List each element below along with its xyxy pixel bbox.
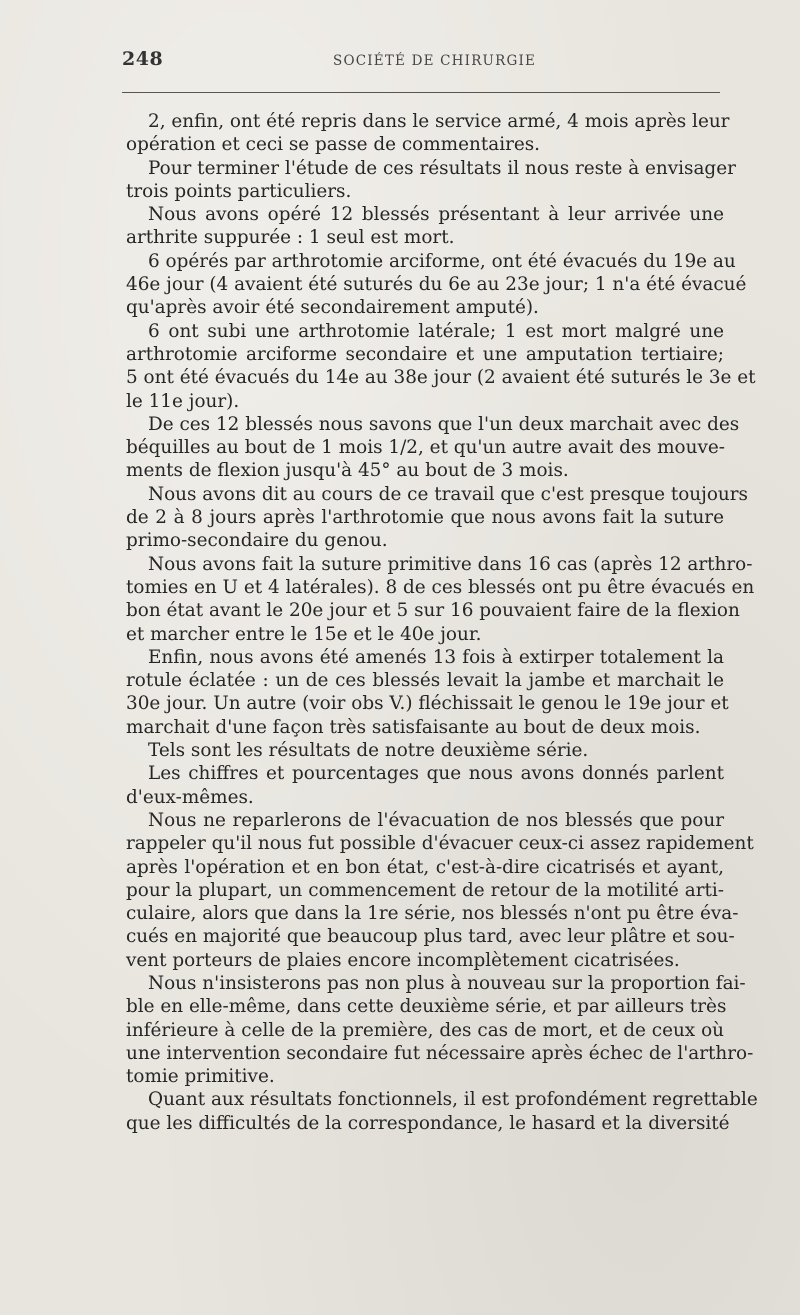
text-line: et marcher entre le 15e et le 40e jour. [126,623,482,645]
text-line: arthrite suppurée : 1 seul est mort. [126,227,455,249]
text-line: Nous n'insisterons pas non plus à nouveau sur la proportion fai- [148,972,746,994]
text-line: de 2 à 8 jours après l'arthrotomie que nous avons fait la suture [126,507,724,529]
text-line: Tels sont les résultats de notre deuxième série. [148,740,589,762]
text-line: Nous avons fait la suture primitive dans 16 cas (après 12 arthro- [148,553,753,575]
text-line: Enfin, nous avons été amenés 13 fois à extirper totalement la [148,646,724,668]
text-line: après l'opération et en bon état, c'est-à-dire cicatrisés et ayant, [126,856,724,878]
text-line: 6 opérés par arthrotomie arciforme, ont été évacués du 19e au [148,250,736,272]
text-line: d'eux-mêmes. [126,786,254,808]
text-line: béquilles au bout de 1 mois 1/2, et qu'un autre avait des mouve- [126,437,725,459]
text-line: Pour terminer l'étude de ces résultats il nous reste à envisager [148,157,736,179]
text-line: primo-secondaire du genou. [126,530,388,552]
text-line: opération et ceci se passe de commentaires. [126,134,541,156]
text-line: Nous ne reparlerons de l'évacuation de nos blessés que pour [148,809,724,831]
text-line: Nous avons opéré 12 blessés présentant à leur arrivée une [148,204,724,226]
text-line: 46e jour (4 avaient été suturés du 6e au 23e jour; 1 n'a été évacué [126,274,747,296]
text-line: une intervention secondaire fut nécessaire après échec de l'arthro- [126,1042,754,1064]
text-line: 30e jour. Un autre (voir obs V.) fléchissait le genou le 19e jour et [126,693,729,715]
text-line: Nous avons dit au cours de ce travail que c'est presque toujours [148,483,748,505]
running-title: SOCIÉTÉ DE CHIRURGIE [333,53,537,69]
page-header [118,48,718,76]
text-line: De ces 12 blessés nous savons que l'un deux marchait avec des [148,413,740,435]
text-line: le 11e jour). [126,390,240,412]
text-line: rappeler qu'il nous fut possible d'évacuer ceux-ci assez rapidement [126,833,754,855]
text-line: 2, enfin, ont été repris dans le service armé, 4 mois après leur [148,111,730,132]
text-line: Les chiffres et pourcentages que nous avons donnés parlent [148,763,724,785]
text-line: qu'après avoir été secondairement amputé). [126,297,539,319]
text-line: marchait d'une façon très satisfaisante au bout de deux mois. [126,716,701,738]
text-line: culaire, alors que dans la 1re série, nos blessés n'ont pu être éva- [126,903,739,925]
text-line: trois points particuliers. [126,180,352,202]
text-line: vent porteurs de plaies encore incomplètement cicatrisées. [126,949,680,971]
body-text [126,110,758,1135]
text-line: pour la plupart, un commencement de retour de la motilité arti- [126,879,724,901]
page-number: 248 [122,48,164,70]
text-line: Quant aux résultats fonctionnels, il est profondément regrettable [148,1089,758,1111]
header-rule [122,92,720,93]
text-line: tomie primitive. [126,1066,275,1088]
text-line: 6 ont subi une arthrotomie latérale; 1 est mort malgré une [148,320,724,342]
text-line: arthrotomie arciforme secondaire et une amputation tertiaire; [126,343,724,365]
text-line: ble en elle-même, dans cette deuxième série, et par ailleurs très [126,996,727,1018]
text-line: rotule éclatée : un de ces blessés levait la jambe et marchait le [126,670,724,692]
text-line: bon état avant le 20e jour et 5 sur 16 pouvaient faire de la flexion [126,600,740,622]
text-line: que les difficultés de la correspondance, le hasard et la diversité [126,1112,730,1134]
text-line: 5 ont été évacués du 14e au 38e jour (2 avaient été suturés le 3e et [126,367,756,389]
text-line: inférieure à celle de la première, des cas de mort, et de ceux où [126,1019,724,1041]
text-line: ments de flexion jusqu'à 45° au bout de 3 mois. [126,460,569,482]
text-line: cués en majorité que beaucoup plus tard, avec leur plâtre et sou- [126,926,735,948]
text-line: tomies en U et 4 latérales). 8 de ces blessés ont pu être évacués en [126,576,755,598]
